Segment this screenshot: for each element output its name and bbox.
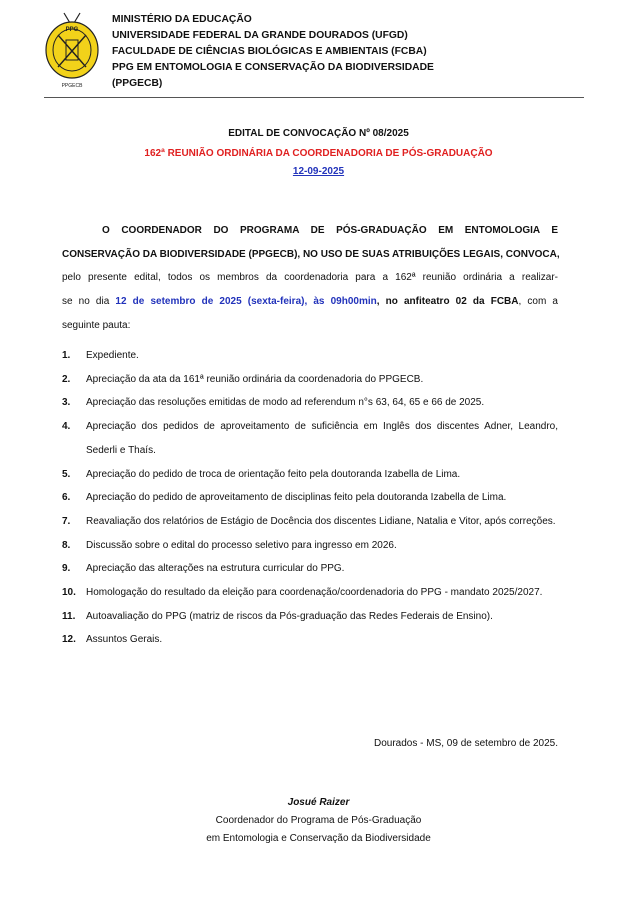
- letterhead: [44, 8, 584, 96]
- institution-lines: [112, 12, 434, 92]
- agenda-item-text: Apreciação do pedido de troca de orientação feito pela doutoranda Izabella de Lima.: [86, 468, 461, 480]
- agenda-item-number: 11.: [62, 610, 76, 622]
- university-line: UNIVERSIDADE FEDERAL DA GRANDE DOURADOS (UFGD): [112, 30, 408, 41]
- agenda-item-number: 7.: [62, 515, 71, 527]
- agenda-item-number: 4.: [62, 421, 71, 433]
- agenda-item-number: 10.: [62, 587, 76, 599]
- intro-line-1: O COORDENADOR DO PROGRAMA DE PÓS-GRADUAÇÃO EM ENTOMOLOGIA E: [102, 225, 558, 236]
- agenda-item-text: Apreciação das alterações na estrutura curricular do PPG.: [86, 563, 345, 575]
- agenda-item-text: Apreciação do pedido de aproveitamento de disciplinas feito pela doutoranda Izabella de Lima.: [86, 492, 507, 504]
- ministry-line: MINISTÉRIO DA EDUCAÇÃO: [112, 14, 252, 25]
- intro-line-4: [62, 290, 558, 314]
- agenda-item-number: 8.: [62, 539, 71, 551]
- program-acronym-line: (PPGECB): [112, 78, 163, 89]
- agenda-item-text: Homologação do resultado da eleição para coordenação/coordenadoria do PPG - mandato 2025/2027.: [86, 587, 543, 599]
- meeting-date: 12-09-2025: [292, 166, 345, 177]
- logo-subtext: PPGECB: [61, 83, 83, 89]
- meeting-title: 162ª REUNIÃO ORDINÁRIA DA COORDENADORIA DE PÓS-GRADUAÇÃO: [144, 148, 493, 159]
- agenda-item: [62, 368, 558, 392]
- agenda-item: [62, 581, 558, 605]
- agenda-item-number: 12.: [62, 634, 76, 646]
- intro-line-3: pelo presente edital, todos os membros da coordenadoria para a 162ª reunião ordinária a realizar-: [62, 272, 558, 284]
- agenda-item-text: Apreciação da ata da 161ª reunião ordinária da coordenadoria do PPGECB.: [86, 373, 424, 385]
- agenda-item-number: 1.: [62, 350, 71, 361]
- meeting-datetime: 12 de setembro de 2025 (sexta-feira), às 09h00min: [115, 296, 377, 308]
- agenda-item: [62, 486, 558, 510]
- agenda-item: [62, 557, 558, 581]
- header-divider: [44, 97, 584, 98]
- agenda-item-text: Reavaliação dos relatórios de Estágio de Docência dos discentes Lidiane, Natalia e Vitor, após correções.: [86, 515, 556, 527]
- signatory-name: Josué Raizer: [287, 797, 350, 808]
- intro-line-4-end: , com a: [518, 296, 558, 308]
- agenda-item-text: Autoavaliação do PPG (matriz de riscos da Pós-graduação das Redes Federais de Ensino).: [86, 610, 493, 622]
- intro-line-5: seguinte pauta:: [62, 319, 131, 331]
- intro-paragraph: [62, 219, 558, 338]
- signatory-role-line-1: Coordenador do Programa de Pós-Graduação: [215, 815, 422, 826]
- agenda-item-text: Assuntos Gerais.: [86, 634, 163, 646]
- agenda-item: [62, 391, 558, 415]
- agenda-item: [62, 415, 558, 462]
- agenda-item-number: 3.: [62, 397, 71, 409]
- signatory-role-line-2: em Entomologia e Conservação da Biodiversidade: [206, 833, 431, 844]
- agenda-item: [62, 344, 558, 368]
- agenda-item: [62, 534, 558, 558]
- meeting-location: , no anfiteatro 02 da FCBA: [376, 296, 519, 308]
- place-date: Dourados - MS, 09 de setembro de 2025.: [374, 738, 558, 749]
- agenda-item: [62, 463, 558, 487]
- agenda-item: [62, 510, 558, 534]
- agenda-list: [62, 344, 558, 652]
- ppg-logo-icon: [44, 10, 100, 90]
- agenda-item: [62, 605, 558, 629]
- agenda-item: [62, 628, 558, 652]
- edital-title: EDITAL DE CONVOCAÇÃO Nº 08/2025: [228, 128, 409, 139]
- intro-line-2: CONSERVAÇÃO DA BIODIVERSIDADE (PPGECB), NO USO DE SUAS ATRIBUIÇÕES LEGAIS, CONVOCA,: [62, 248, 560, 260]
- agenda-item-number: 2.: [62, 373, 71, 385]
- agenda-item-text: Discussão sobre o edital do processo seletivo para ingresso em 2026.: [86, 539, 397, 551]
- agenda-item-text: Expediente.: [86, 350, 139, 361]
- agenda-item-number: 5.: [62, 468, 71, 480]
- logo-text: PPG: [65, 27, 79, 33]
- agenda-item-text: Apreciação das resoluções emitidas de modo ad referendum n°s 63, 64, 65 e 66 de 2025.: [86, 397, 485, 409]
- program-line: PPG EM ENTOMOLOGIA E CONSERVAÇÃO DA BIODIVERSIDADE: [112, 62, 434, 73]
- faculty-line: FACULDADE DE CIÊNCIAS BIOLÓGICAS E AMBIENTAIS (FCBA): [112, 46, 427, 57]
- agenda-item-text: Apreciação dos pedidos de aproveitamento de suficiência em Inglês dos discentes Adner, Leandro, Sederli e Thaís.: [86, 421, 558, 456]
- agenda-item-number: 6.: [62, 492, 71, 504]
- agenda-item-number: 9.: [62, 563, 71, 575]
- intro-line-4-start: se no dia: [62, 296, 116, 308]
